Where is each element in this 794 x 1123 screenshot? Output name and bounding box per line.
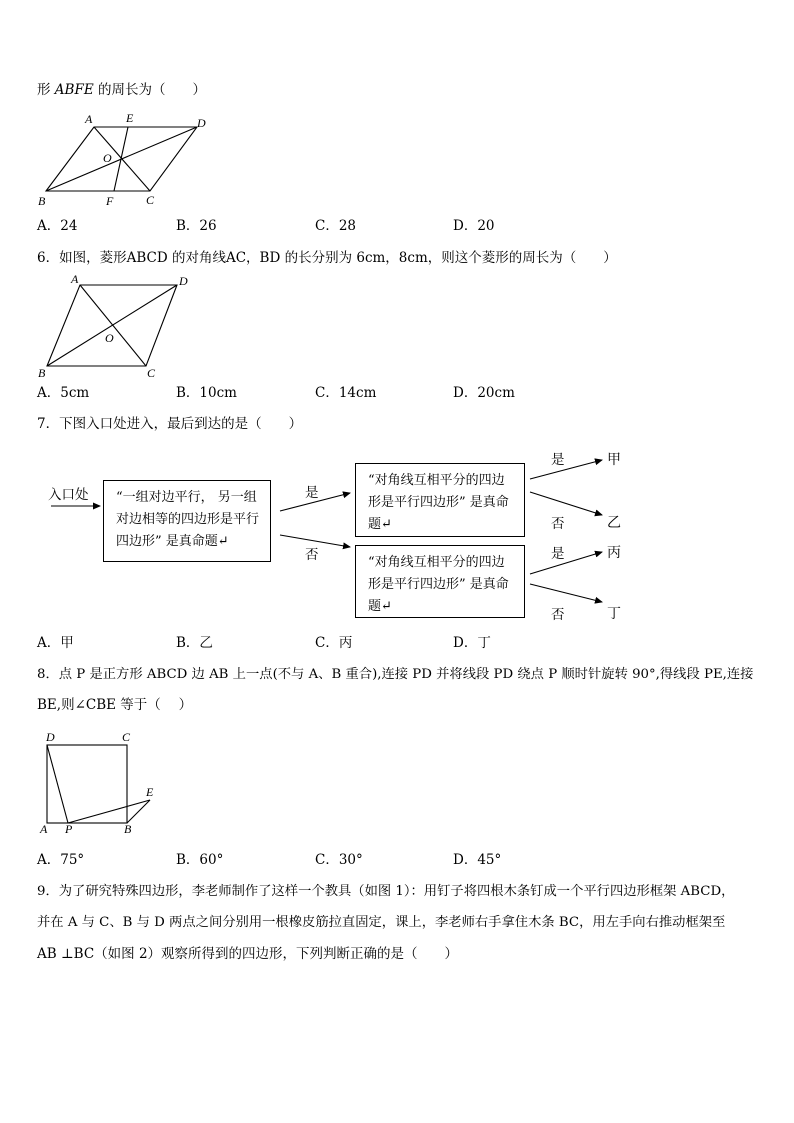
q6-option-b: B．10cm — [176, 385, 237, 401]
q7-outcome-yi: 乙 — [607, 515, 621, 531]
q8-option-b: B．60° — [176, 852, 224, 868]
q6-label-o: O — [105, 331, 114, 345]
q7-stem: 7．下图入口处进入，最后到达的是（ ） — [37, 416, 303, 432]
q9-stem-line-1: 9．为了研究特殊四边形，李老师制作了这样一个教具（如图 1）：用钉子将四根木条钉成一个平行四边形框架 ABCD， — [37, 884, 735, 899]
q5-label-a: A — [85, 112, 93, 126]
q5-option-b: B．26 — [176, 218, 217, 234]
q5-label-c: C — [146, 193, 155, 207]
q7-outcome-ding: 丁 — [607, 606, 621, 622]
q6-label-d: D — [179, 274, 188, 288]
q8-label-b: B — [124, 822, 132, 836]
q7-option-d: D．丁 — [453, 635, 491, 651]
q7-yes-label-3: 是 — [551, 546, 565, 562]
q7-outcome-bing: 丙 — [607, 545, 621, 561]
q8-label-d: D — [46, 730, 55, 744]
q9-stem-line-3: AB ⊥BC（如图 2）观察所得到的四边形，下列判断正确的是（ ） — [37, 946, 459, 962]
q6-label-c: C — [147, 366, 156, 380]
q6-option-c: C．14cm — [315, 385, 377, 401]
q7-yes-label-1: 是 — [305, 485, 319, 501]
q6-label-a: A — [71, 272, 79, 286]
q7-no-label-2: 否 — [551, 516, 565, 532]
q7-option-c: C．丙 — [315, 635, 353, 651]
q5-label-f: F — [106, 194, 114, 208]
q7-yes-label-2: 是 — [551, 452, 565, 468]
q5-label-e: E — [126, 111, 134, 125]
q5-label-d: D — [197, 116, 206, 130]
q6-option-a: A．5cm — [37, 385, 90, 401]
q7-flow-box-2: “对角线互相平分的四边形是平行四边形” 是真命题↵ — [355, 463, 525, 537]
q6-label-b: B — [38, 366, 46, 380]
q8-option-c: C．30° — [315, 852, 363, 868]
q8-label-e: E — [146, 785, 154, 799]
q5-option-d: D．20 — [453, 218, 495, 234]
q8-option-a: A．75° — [37, 852, 85, 868]
q7-option-b: B．乙 — [176, 635, 213, 651]
q5-option-c: C．28 — [315, 218, 357, 234]
q8-label-c: C — [122, 730, 131, 744]
q9-stem-line-2: 并在 A 与 C、B 与 D 两点之间分别用一根橡皮筋拉直固定，课上，李老师右手拿住木条 BC，用左手向右推动框架至 — [37, 915, 726, 930]
q7-no-label-3: 否 — [551, 607, 565, 623]
q5-shape-name: ABFE — [54, 82, 94, 98]
q5-option-a: A．24 — [37, 218, 78, 234]
q7-flow-box-3: “对角线互相平分的四边形是平行四边形” 是真命题↵ — [355, 545, 525, 618]
q5-stem-suffix: 的周长为（ ） — [93, 82, 206, 98]
q7-no-label-1: 否 — [305, 547, 319, 563]
q6-option-d: D．20cm — [453, 385, 515, 401]
q8-option-d: D．45° — [453, 852, 502, 868]
q7-outcome-jia: 甲 — [607, 452, 621, 468]
q5-label-o: O — [103, 151, 112, 165]
q6-stem: 6．如图，菱形ABCD 的对角线AC，BD 的长分别为 6cm，8cm，则这个菱形的周长为（ ） — [37, 250, 617, 266]
q8-stem-line-2: BE,则∠CBE 等于（ ） — [37, 697, 193, 713]
q8-label-a: A — [40, 822, 48, 836]
q7-entrance-label: 入口处 — [48, 487, 89, 503]
q7-flow-box-1: “一组对边平行， 另一组对边相等的四边形是平行四边形” 是真命题↵ — [103, 480, 271, 562]
q8-label-p: P — [65, 822, 73, 836]
q5-label-b: B — [38, 194, 46, 208]
q7-option-a: A．甲 — [37, 635, 74, 651]
q5-stem-prefix: 形 — [37, 82, 55, 98]
q8-stem-line-1: 8．点 P 是正方形 ABCD 边 AB 上一点(不与 A、B 重合),连接 PD 并将线段 PD 绕点 P 顺时针旋转 90°,得线段 PE,连接 — [37, 667, 754, 682]
